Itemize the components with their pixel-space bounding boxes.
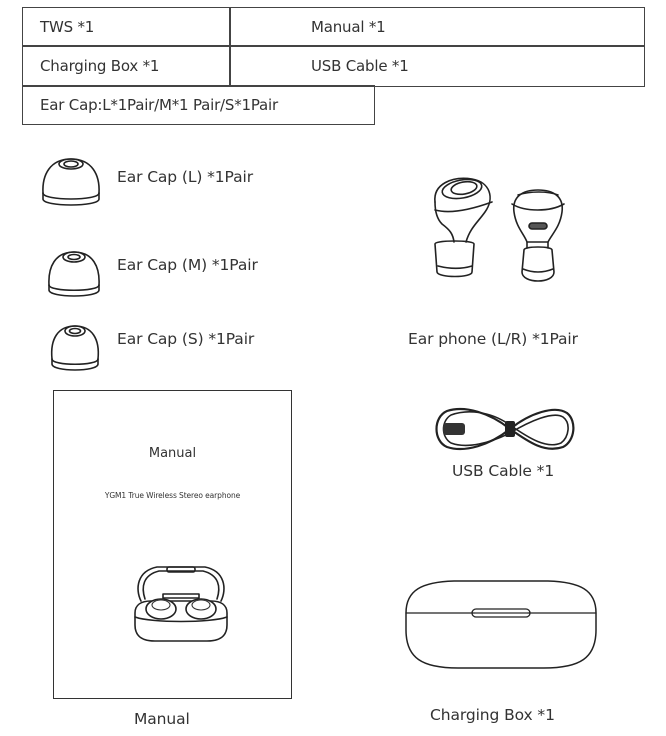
charging-box-icon — [404, 580, 598, 670]
cell-text: Manual *1 — [311, 17, 386, 36]
table-cell-charging-box — [22, 45, 231, 87]
usb-cable-icon — [435, 403, 575, 455]
open-charging-case-icon — [131, 561, 231, 643]
table-cell-manual — [229, 7, 645, 47]
table-cell-tws — [22, 7, 231, 47]
manual-label: Manual — [134, 710, 190, 728]
ear-cap-large-label: Ear Cap (L) *1Pair — [117, 168, 253, 186]
ear-cap-large-icon — [40, 155, 102, 207]
usb-cable-label: USB Cable *1 — [452, 462, 555, 480]
manual-cover-title: Manual — [148, 446, 197, 461]
ear-cap-medium-icon — [46, 249, 102, 299]
charging-box-label: Charging Box *1 — [430, 706, 555, 724]
ear-cap-medium-label: Ear Cap (M) *1Pair — [117, 256, 258, 274]
manual-cover-subtitle: YGM1 True Wireless Stereo earphone — [104, 491, 241, 500]
earphone-label: Ear phone (L/R) *1Pair — [408, 330, 578, 348]
manual-cover — [53, 390, 292, 699]
cell-text: USB Cable *1 — [311, 56, 409, 75]
cell-text: Charging Box *1 — [40, 56, 160, 75]
cell-text: TWS *1 — [40, 17, 95, 36]
ear-cap-small-label: Ear Cap (S) *1Pair — [117, 330, 255, 348]
table-cell-ear-caps — [22, 85, 375, 125]
earphones-icon — [430, 172, 580, 287]
table-cell-usb-cable — [229, 45, 645, 87]
ear-cap-small-icon — [49, 323, 101, 373]
cell-text: Ear Cap:L*1Pair/M*1 Pair/S*1Pair — [40, 95, 278, 114]
